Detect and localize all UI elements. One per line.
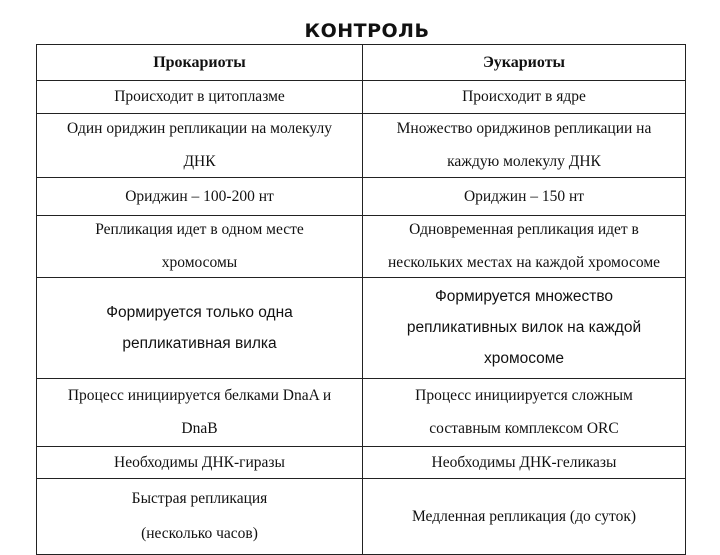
cell-line: Необходимы ДНК-гиразы <box>114 453 285 471</box>
table-row <box>37 479 686 555</box>
cell-line: Формируется только одна <box>106 303 293 321</box>
table-row <box>37 379 686 447</box>
cell-prokaryotes <box>37 81 363 114</box>
cell-eukaryotes <box>363 178 686 216</box>
cell-prokaryotes <box>37 178 363 216</box>
cell-line: (несколько часов) <box>141 525 258 542</box>
cell-prokaryotes <box>37 379 363 447</box>
table-row <box>37 178 686 216</box>
cell-line: Необходимы ДНК-геликазы <box>431 453 617 471</box>
cell-line: ДНК <box>183 153 216 170</box>
cell-line: Ориджин – 100-200 нт <box>125 187 274 205</box>
cell-line: Происходит в цитоплазме <box>114 88 285 105</box>
cell-line: Одновременная репликация идет в <box>409 221 639 238</box>
cell-line: Формируется множество <box>434 288 614 305</box>
cell-line: хромосоме <box>483 350 565 367</box>
cell-line: Ориджин – 150 нт <box>463 187 585 205</box>
table-row <box>37 278 686 379</box>
cell-line: DnaB <box>181 420 218 437</box>
table-row <box>37 81 686 114</box>
cell-eukaryotes <box>363 216 686 278</box>
cell-eukaryotes <box>363 81 686 114</box>
header-prokaryotes: Прокариоты <box>37 45 363 81</box>
cell-prokaryotes <box>37 447 363 479</box>
cell-prokaryotes <box>37 278 363 379</box>
cell-line: Один ориджин репликации на молекулу <box>67 120 332 137</box>
header-eukaryotes: Эукариоты <box>363 45 686 81</box>
table-row <box>37 114 686 178</box>
cell-eukaryotes <box>363 278 686 379</box>
cell-eukaryotes <box>363 447 686 479</box>
table-header-row <box>37 45 686 81</box>
cell-prokaryotes <box>37 479 363 555</box>
cell-line: составным комплексом ORC <box>429 420 619 437</box>
cell-line: Репликация идет в одном месте <box>95 221 304 238</box>
cell-line: репликативная вилка <box>122 334 277 352</box>
cell-eukaryotes <box>363 479 686 555</box>
page-title: КОНТРОЛЬ <box>304 20 430 42</box>
cell-prokaryotes <box>37 216 363 278</box>
cell-line: Процесс инициируется белками DnaA и <box>67 387 332 404</box>
cell-line: Медленная репликация (до суток) <box>411 507 637 525</box>
cell-line: нескольких местах на каждой хромосоме <box>387 254 661 271</box>
cell-line: каждую молекулу ДНК <box>447 153 601 170</box>
cell-eukaryotes <box>363 379 686 447</box>
cell-prokaryotes <box>37 114 363 178</box>
cell-line: репликативных вилок на каждой <box>406 319 642 336</box>
cell-line: Множество ориджинов репликации на <box>396 120 652 137</box>
cell-line: Происходит в ядре <box>462 88 586 105</box>
cell-eukaryotes <box>363 114 686 178</box>
table-row <box>37 447 686 479</box>
comparison-table <box>36 44 686 555</box>
cell-line: Процесс инициируется сложным <box>415 387 633 404</box>
cell-line: хромосомы <box>161 254 238 271</box>
table-row <box>37 216 686 278</box>
cell-line: Быстрая репликация <box>131 490 268 507</box>
